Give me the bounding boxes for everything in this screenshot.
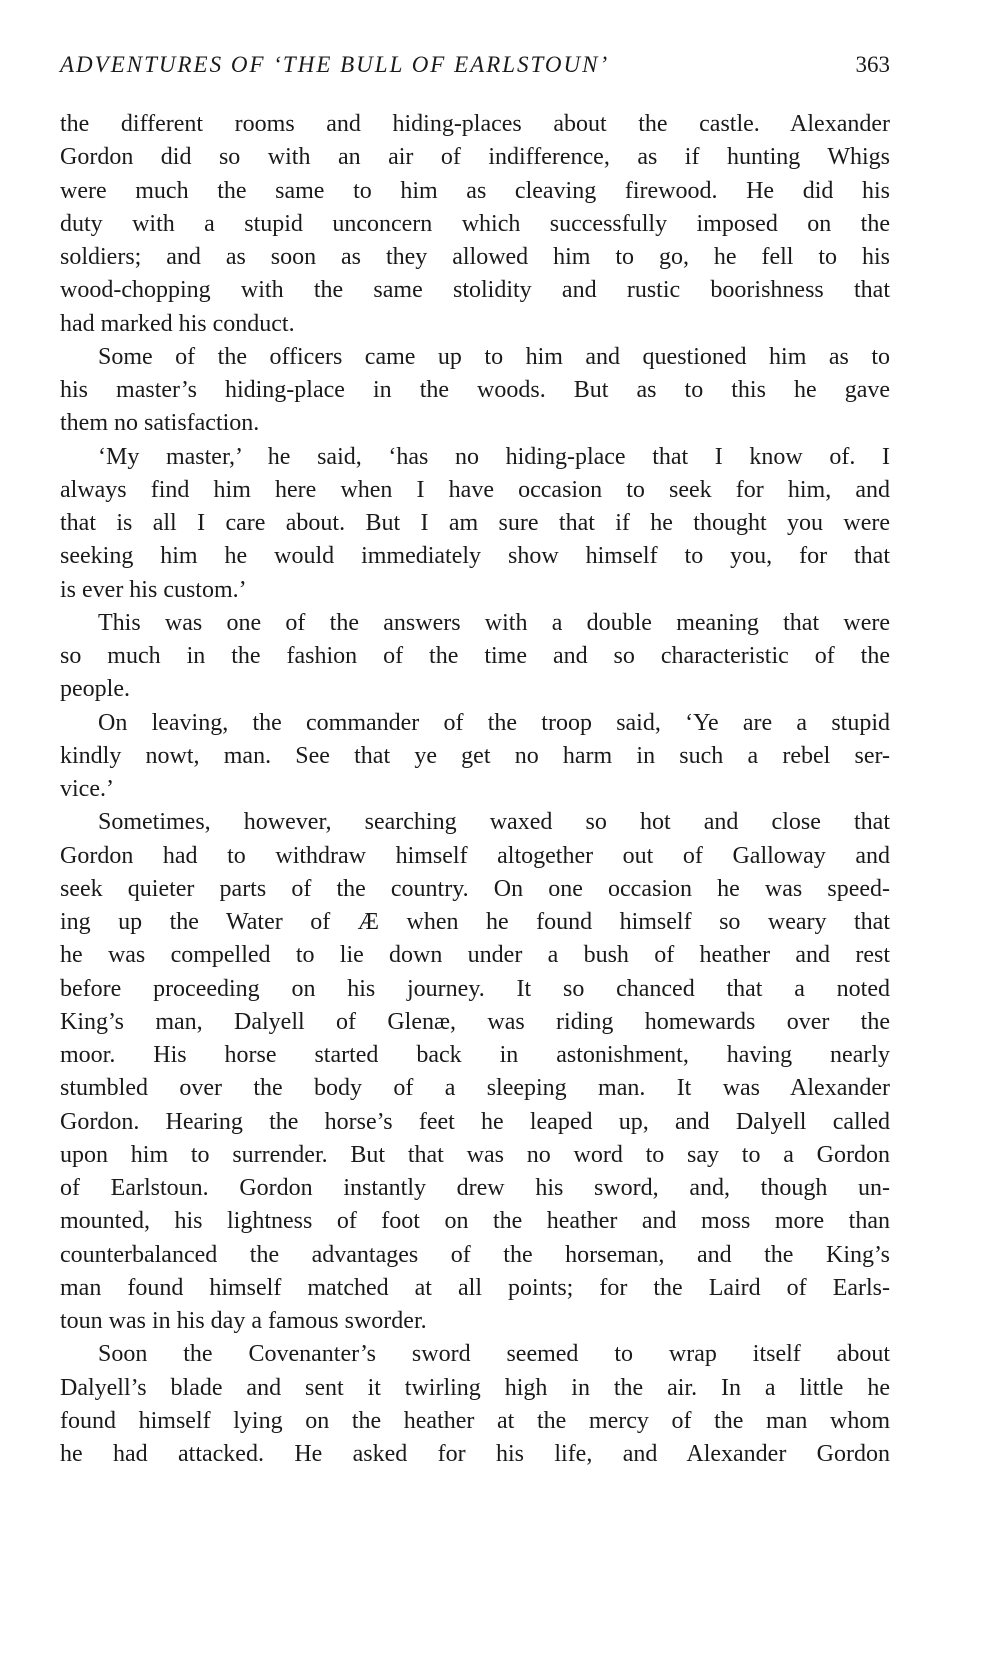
text-line: toun was in his day a famous sworder. [60,1308,427,1334]
text-line: counterbalanced the advantages of the horseman, and the King’s [60,1241,890,1268]
text-line: were much the same to him as cleaving firewood. He did his [60,177,890,204]
text-line: people. [60,676,130,703]
text-line: duty with a stupid unconcern which successfully imposed on the [60,210,890,237]
text-line: his master’s hiding-place in the woods. But as to this he gave [60,377,890,403]
text-line: before proceeding on his journey. It so chanced that a noted [60,975,890,1002]
text-line: King’s man, Dalyell of Glenæ, was riding homewards over the [60,1008,890,1035]
text-line: ing up the Water of Æ when he found himself so weary that [60,909,890,935]
text-line: moor. His horse started back in astonishment, having nearly [60,1042,890,1068]
page-header [60,52,890,84]
text-line: mounted, his lightness of foot on the heather and moss more than [60,1208,890,1235]
text-line: Gordon. Hearing the horse’s feet he leaped up, and Dalyell called [60,1108,890,1135]
text-line: vice.’ [60,776,114,802]
text-line: Dalyell’s blade and sent it twirling high in the air. In a little he [60,1374,890,1401]
text-line: always find him here when I have occasion to seek for him, and [60,476,890,503]
text-line: man found himself matched at all points; for the Laird of Earls- [60,1274,890,1301]
text-line: upon him to surrender. But that was no word to say to a Gordon [60,1141,890,1168]
page-number: 363 [855,52,890,77]
text-line: stumbled over the body of a sleeping man. It was Alexander [60,1075,890,1102]
text-line: seek quieter parts of the country. On one occasion he was speed- [60,875,890,902]
body-text [60,108,890,1471]
text-line: he had attacked. He asked for his life, and Alexander Gordon [60,1441,890,1467]
text-line: wood-chopping with the same stolidity and rustic boorishness that [60,277,890,304]
text-line: Gordon did so with an air of indifference, as if hunting Whigs [60,144,890,171]
text-line: had marked his conduct. [60,310,295,337]
text-line: he was compelled to lie down under a bush of heather and rest [60,942,890,969]
text-line: soldiers; and as soon as they allowed him to go, he fell to his [60,244,890,270]
running-title: ADVENTURES OF ‘THE BULL OF EARLSTOUN’ [60,52,610,77]
text-line: of Earlstoun. Gordon instantly drew his sword, and, though un- [60,1175,890,1201]
text-line: so much in the fashion of the time and so characteristic of the [60,643,890,669]
text-line: the different rooms and hiding-places about the castle. Alexander [60,111,890,137]
text-line: found himself lying on the heather at the mercy of the man whom [60,1407,890,1434]
text-line: them no satisfaction. [60,410,260,437]
text-line: seeking him he would immediately show himself to you, for that [60,543,890,570]
text-line: ‘My master,’ he said, ‘has no hiding-place that I know of. I [98,443,890,470]
text-line: kindly nowt, man. See that ye get no harm in such a rebel ser- [60,742,890,769]
text-line: On leaving, the commander of the troop said, ‘Ye are a stupid [98,709,890,736]
text-line: that is all I care about. But I am sure that if he thought you were [60,510,890,536]
text-line: Sometimes, however, searching waxed so hot and close that [98,809,890,836]
text-line: Soon the Covenanter’s sword seemed to wrap itself about [98,1341,890,1368]
text-line: is ever his custom.’ [60,576,247,603]
text-line: This was one of the answers with a double meaning that were [98,609,890,636]
text-line: Some of the officers came up to him and questioned him as to [98,343,890,370]
text-line: Gordon had to withdraw himself altogether out of Galloway and [60,842,890,869]
